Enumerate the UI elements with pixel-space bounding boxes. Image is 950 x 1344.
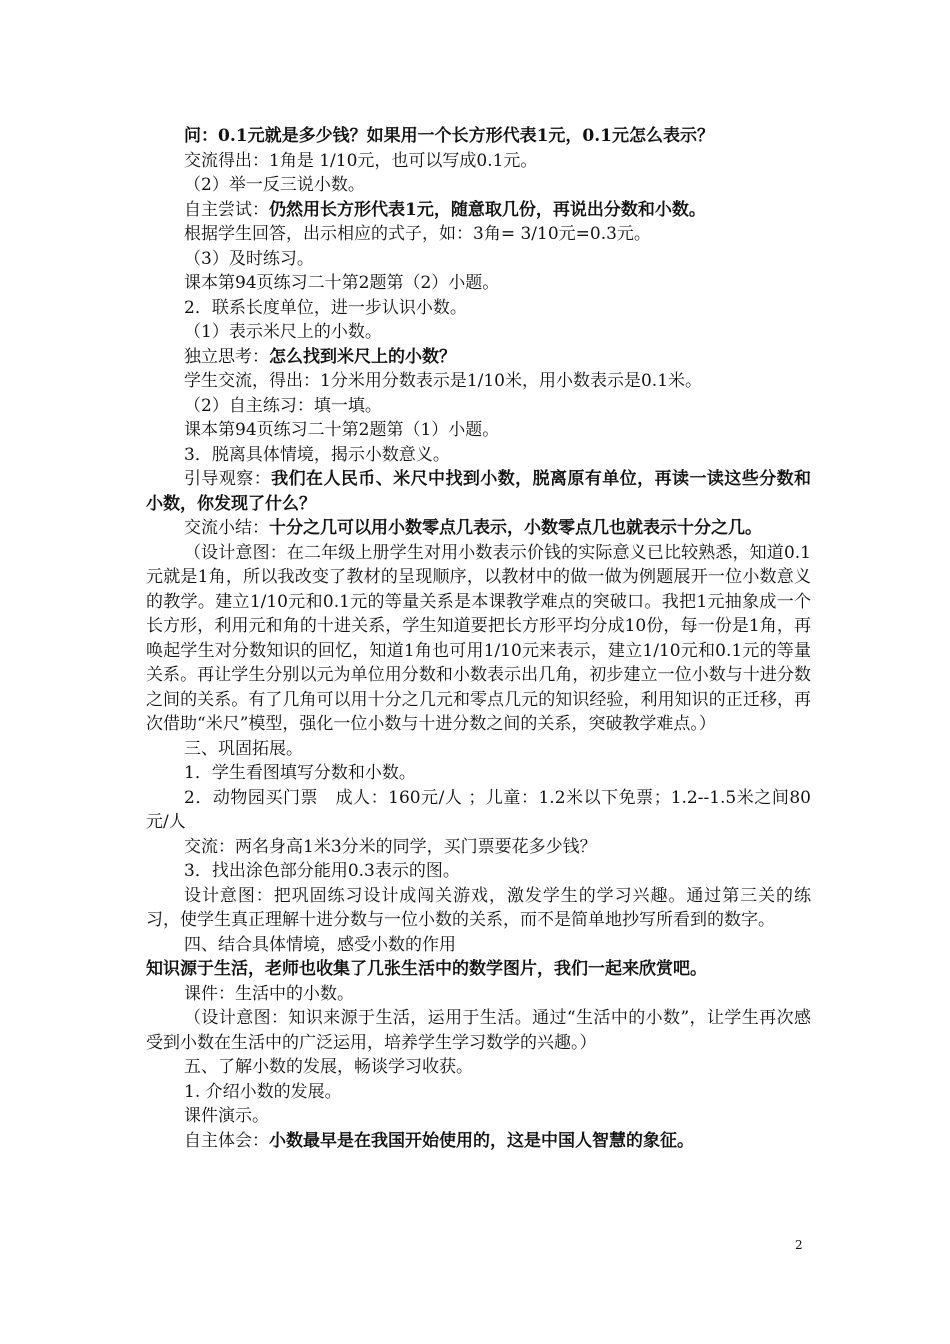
text-line: （1）表示米尺上的小数。 <box>184 322 382 342</box>
line-label: 独立思考： <box>184 346 269 367</box>
section-title: 五、了解小数的发展，畅谈学习收获。 <box>184 1057 473 1077</box>
line-label: 交流小结： <box>184 518 269 538</box>
text-line: 1. 介绍小数的发展。 <box>184 1081 342 1102</box>
text-line: 课件：生活中的小数。 <box>184 983 354 1004</box>
section-title: 三、巩固拓展。 <box>184 738 303 759</box>
bold-text: 怎么找到米尺上的小数？ <box>269 346 456 367</box>
text-line: （3）及时练习。 <box>184 248 314 269</box>
text-line <box>146 345 811 370</box>
bold-text: 我们在人民币、米尺中找到小数，脱离原有单位，再读一读这些分数和小数，你发现了什么？ <box>146 469 812 514</box>
text-line: 交流：两名身高1米3分米的同学，买门票要花多少钱？ <box>184 836 597 857</box>
guide-paragraph <box>146 467 811 516</box>
final-line <box>146 1129 811 1154</box>
bold-text: 小数最早是在我国开始使用的，这是中国人智慧的象征。 <box>269 1130 694 1151</box>
line-label: 自主体会： <box>184 1130 269 1151</box>
text-line: （2）举一反三说小数。 <box>184 175 365 195</box>
line-label: 引导观察： <box>184 469 272 489</box>
text-line: 课本第94页练习二十第2题第（2）小题。 <box>184 273 500 293</box>
bold-text: 仍然用长方形代表1元，随意取几份，再说出分数和小数。 <box>269 199 706 220</box>
page-content <box>146 124 811 1153</box>
text-line: 3．脱离具体情境，揭示小数意义。 <box>184 444 450 465</box>
text-line: 学生交流，得出：1分米用分数表示是1/10米，用小数表示是0.1米。 <box>184 371 703 391</box>
text-line: 根据学生回答，出示相应的式子，如：3角= 3/10元=0.3元。 <box>184 224 651 244</box>
text-line <box>146 198 811 223</box>
line-label: 自主尝试： <box>184 199 269 220</box>
bold-line: 知识源于生活，老师也收集了几张生活中的数学图片，我们一起来欣赏吧。 <box>146 959 707 979</box>
design-intent-paragraph: 设计意图：把巩固练习设计成闯关游戏，激发学生的学习兴趣。通过第三关的练习，使学生真正理解十进分数与一位小数的关系，而不是简单地抄写所看到的数字。 <box>146 885 811 930</box>
question-line: 问：0.1元就是多少钱？如果用一个长方形代表1元，0.1元怎么表示？ <box>184 126 714 146</box>
text-line: 3．找出涂色部分能用0.3表示的图。 <box>184 861 460 881</box>
design-intent-paragraph: （设计意图：知识来源于生活，运用于生活。通过“生活中的小数”，让学生再次感受到小数在生活中的广泛运用，培养学生学习数学的兴趣。） <box>146 1008 811 1053</box>
text-line: 课本第94页练习二十第2题第（1）小题。 <box>184 420 500 440</box>
section-title: 四、结合具体情境，感受小数的作用 <box>184 934 456 955</box>
text-line: 课件演示。 <box>184 1106 269 1126</box>
text-line: 2．联系长度单位，进一步认识小数。 <box>184 297 467 318</box>
design-intent-paragraph: （设计意图：在二年级上册学生对用小数表示价钱的实际意义已比较熟悉，知道0.1元就是1角，所以我改变了教材的呈现顺序，以教材中的做一做为例题展开一位小数意义的教学。建立1/10元和0.1元的等量关系是本课教学难点的突破口。我把1元抽象成一个长方形，利用元和角的十进关系，学生知道要把长方形平均分成10份，每一份是1角，再唤起学生对分数知识的回忆，知道1角也可用1/10元来表示，建立1/10元和0.1元的等量关系。再让学生分别以元为单位用分数和小数表示出几角，初步建立一位小数与十进分数之间的关系。有了几角可以用十分之几元和零点几元的知识经验，利用知识的正迁移，再次借助“米尺”模型，强化一位小数与十进分数之间的关系，突破教学难点。） <box>146 542 811 734</box>
bold-text: 十分之几可以用小数零点几表示，小数零点几也就表示十分之几。 <box>269 518 762 538</box>
ticket-paragraph: 2．动物园买门票 成人：160元/人 ；儿童：1.2米以下免票；1.2--1.5米之间80元/人 <box>146 787 811 832</box>
summary-line <box>146 516 811 541</box>
text-line: 1．学生看图填写分数和小数。 <box>184 763 416 783</box>
text-line: （2）自主练习：填一填。 <box>184 395 382 416</box>
page-number: 2 <box>795 1238 803 1252</box>
text-line: 交流得出：1角是 1/10元，也可以写成0.1元。 <box>184 150 538 171</box>
